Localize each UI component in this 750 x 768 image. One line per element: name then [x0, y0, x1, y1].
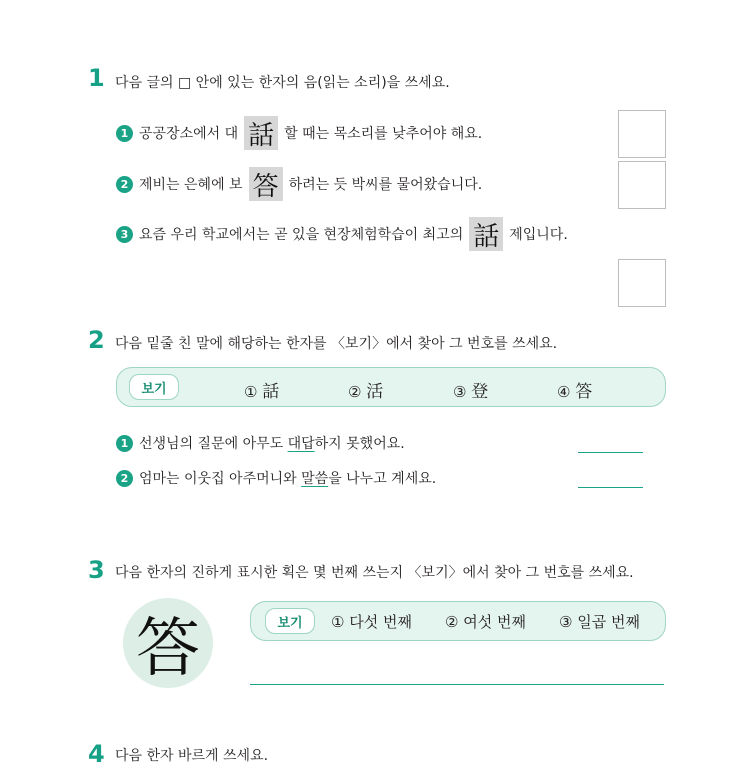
- item-number-badge: 2: [116, 176, 133, 193]
- question-4-number: 4: [88, 740, 105, 768]
- q1-item-1: [116, 116, 482, 150]
- option-number: ①: [244, 383, 258, 401]
- bogi-option-3: ③ 일곱 번째: [559, 613, 640, 631]
- item-text-before: 제비는 은혜에 보: [139, 177, 243, 193]
- q2-item-1: [116, 433, 405, 453]
- option-number: ③: [453, 383, 467, 401]
- option-hanja: 活: [366, 382, 384, 402]
- item-text-after: 하지 못했어요.: [314, 436, 405, 452]
- item-text-before: 공공장소에서 대: [139, 126, 239, 142]
- bogi-option-2: ② 여섯 번째: [445, 613, 526, 631]
- question-2-prompt: 다음 밑줄 친 말에 해당하는 한자를 〈보기〉에서 찾아 그 번호를 쓰세요.: [115, 336, 558, 352]
- hanja-box: 話: [469, 217, 503, 251]
- question-1-number: 1: [88, 64, 105, 92]
- bogi-label: 보기: [129, 374, 179, 400]
- question-3-number: 3: [88, 556, 105, 584]
- q1-item-2: [116, 167, 482, 201]
- question-3-prompt: 다음 한자의 진하게 표시한 획은 몇 번째 쓰는지 〈보기〉에서 찾아 그 번호를 쓰세요.: [115, 565, 634, 581]
- hanja-box: 答: [249, 167, 283, 201]
- item-text-before: 선생님의 질문에 아무도: [139, 436, 288, 452]
- answer-line-1[interactable]: [578, 452, 643, 453]
- item-number-badge: 1: [116, 125, 133, 142]
- item-text-after: 제입니다.: [509, 227, 568, 243]
- item-number-badge: 3: [116, 226, 133, 243]
- item-text-before: 요즘 우리 학교에서는 곧 있을 현장체험학습이 최고의: [139, 227, 464, 243]
- item-text-after: 하려는 듯 박씨를 물어왔습니다.: [288, 177, 483, 193]
- answer-line-3[interactable]: [250, 684, 664, 685]
- item-text-after: 을 나누고 계세요.: [328, 471, 437, 487]
- bogi-label: 보기: [265, 608, 315, 634]
- underlined-word: 말씀: [301, 471, 329, 487]
- bogi-option-1: ① 다섯 번째: [331, 613, 412, 631]
- question-2-number: 2: [88, 326, 105, 354]
- underlined-word: 대답: [287, 436, 315, 452]
- bogi-option-1: [244, 377, 279, 402]
- stroke-order-hanja: 答: [123, 598, 213, 688]
- item-number-badge: 2: [116, 470, 133, 487]
- option-number: ④: [557, 383, 571, 401]
- answer-box-1[interactable]: [618, 110, 666, 158]
- hanja-box: 話: [244, 116, 278, 150]
- answer-line-2[interactable]: [578, 487, 643, 488]
- option-hanja: 話: [262, 382, 280, 402]
- question-4-prompt: 다음 한자 바르게 쓰세요.: [115, 748, 269, 764]
- answer-box-2[interactable]: [618, 161, 666, 209]
- bogi-option-2: [348, 377, 383, 402]
- q1-item-3: [116, 217, 568, 251]
- q2-item-2: [116, 468, 436, 488]
- item-number-badge: 1: [116, 435, 133, 452]
- bogi-option-3: [453, 377, 488, 402]
- option-hanja: 答: [575, 382, 593, 402]
- item-text-after: 할 때는 목소리를 낮추어야 해요.: [284, 126, 483, 142]
- option-number: ②: [348, 383, 362, 401]
- bogi-option-4: [557, 377, 592, 402]
- answer-box-3[interactable]: [618, 259, 666, 307]
- option-hanja: 登: [471, 382, 489, 402]
- question-1-prompt: 다음 글의 □ 안에 있는 한자의 음(읽는 소리)을 쓰세요.: [115, 75, 450, 91]
- item-text-before: 엄마는 이웃집 아주머니와: [139, 471, 302, 487]
